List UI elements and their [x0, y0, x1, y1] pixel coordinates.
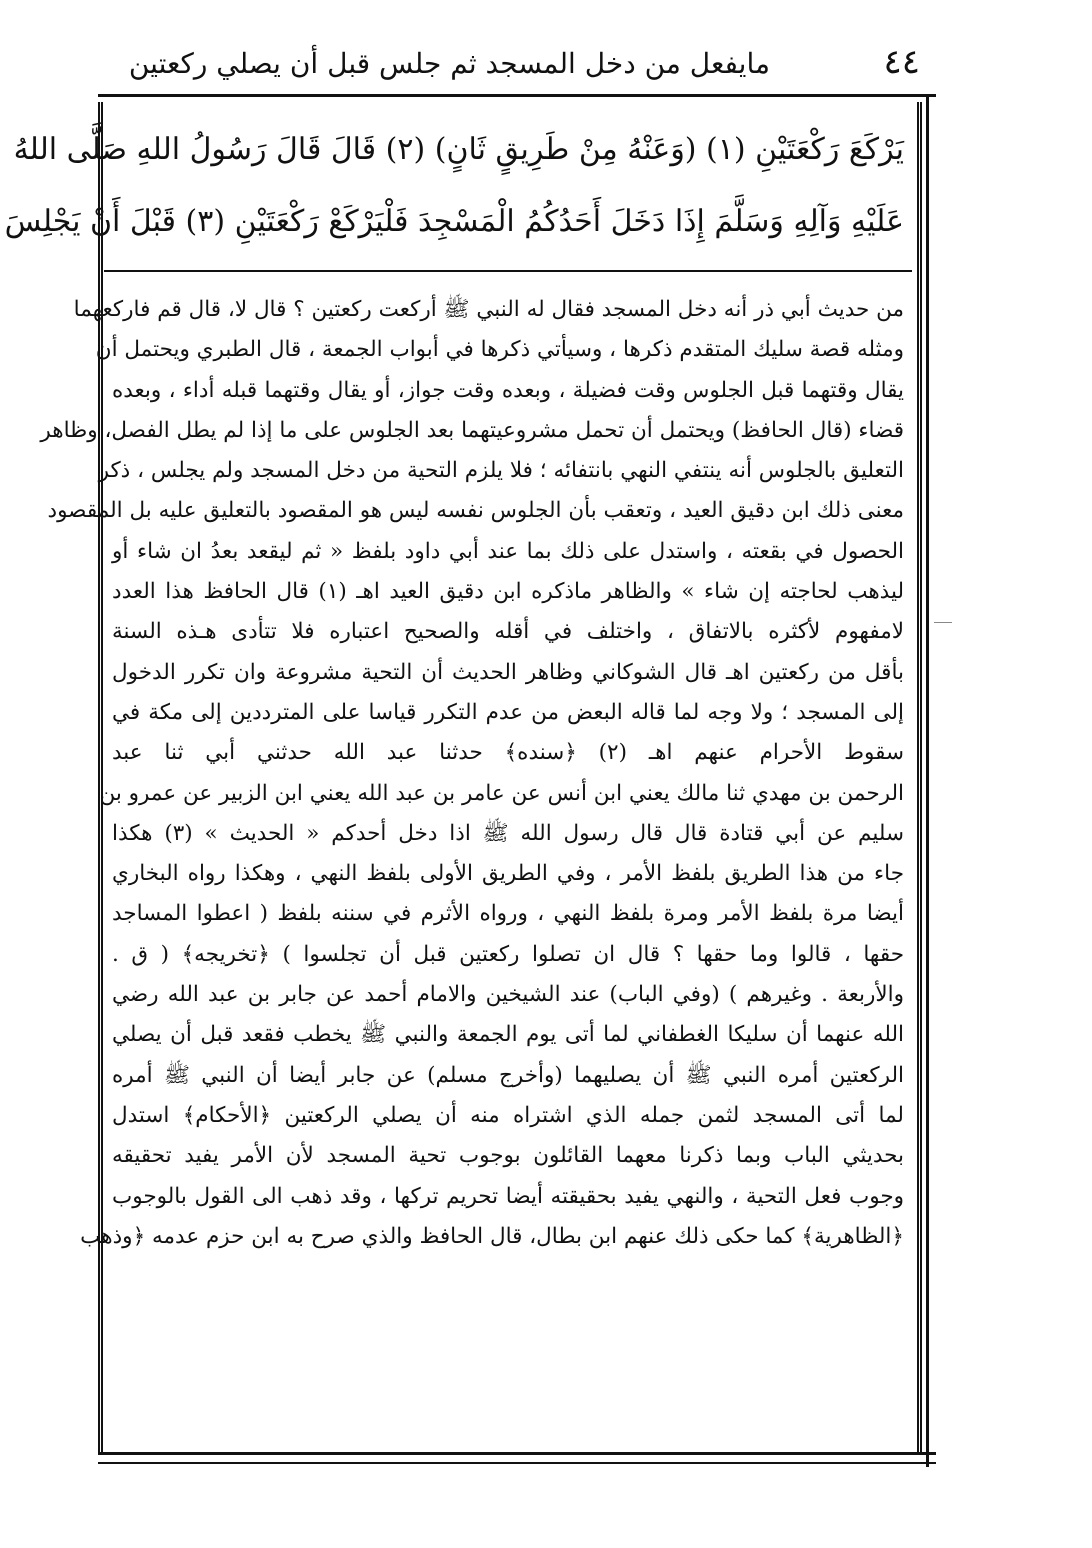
commentary-line: قضاء (قال الحافظ) ويحتمل أن تحمل مشروعيتهما بعد الجلوس على ما إذا لم يطل الفصل، وظاهر	[40, 417, 904, 443]
commentary-line: ومثله قصة سليك المتقدم ذكرها ، وسيأتي ذكرها في أبواب الجمعة ، قال الطبري ويحتمل أن	[95, 337, 904, 363]
commentary-line: التعليق بالجلوس أنه ينتفي النهي بانتفائه ؛ فلا يلزم التحية من دخل المسجد ولم يجلس ، ذكر	[98, 458, 904, 484]
bottom-rule	[98, 1452, 936, 1455]
commentary-line: سليم عن أبي قتادة قال قال رسول الله ﷺ اذا دخل أحدكم « الحديث » (٣) هكذا	[112, 820, 904, 846]
hadith-line: يَرْكَعَ رَكْعَتَيْنِ (١) (وَعَنْهُ مِنْ طَرِيقٍ ثَانٍ) (٢) قَالَ قَالَ رَسُولُ اللهِ صَلَّى اللهُ	[13, 132, 904, 167]
commentary-line: الحصول في بقعته ، واستدل على ذلك بما عند أبي داود بلفظ « ثم ليقعد بعدُ ان شاء أو	[112, 538, 904, 564]
commentary-line: أيضا مرة بلفظ الأمر ومرة بلفظ النهي ، ورواه الأثرم في سننه بلفظ ( اعطوا المساجد	[112, 901, 904, 927]
commentary-line: لامفهوم لأكثره بالاتفاق ، واختلف في أقله والصحيح اعتباره فلا تتأدى هـذه السنة	[112, 619, 904, 645]
commentary-line: معنى ذلك ابن دقيق العيد ، وتعقب بأن الجلوس نفسه ليس هو المقصود بالتعليق عليه بل المقصود	[47, 498, 904, 524]
commentary-line: إلى المسجد ؛ ولا وجه لما قاله البعض من عدم التكرر قياسا على المترددين إلى مكة في	[112, 699, 904, 725]
bottom-rule	[98, 1462, 936, 1464]
commentary-line: سقوط الأحرام عنهم اهـ (٢) ﴿سنده﴾ حدثنا عبد الله حدثني أبي ثنا عبد	[112, 740, 904, 766]
commentary-line: الله عنهما أن سليكا الغطفاني لما أتى يوم الجمعة والنبي ﷺ يخطب فقعد قبل أن يصلي	[112, 1022, 904, 1048]
section-divider	[104, 270, 912, 272]
commentary-line: ﴿الظاهرية﴾ كما حكى ذلك عنهم ابن بطال، قال الحافظ والذي صرح به ابن حزم عدمه ﴿وذهب	[80, 1223, 904, 1249]
commentary-line: يقال وقتهما قبل الجلوس وقت فضيلة ، وبعده وقت جواز، أو يقال وقتهما قبله أداء ، وبعده	[112, 377, 904, 403]
margin-mark	[934, 622, 952, 623]
frame-outer-rule	[926, 95, 929, 1467]
commentary-line: جاء من هذا الطريق بلفظ الأمر ، وفي الطريق الأولى بلفظ النهي ، وهكذا رواه البخاري	[112, 861, 904, 887]
hadith-text	[4, 114, 904, 264]
commentary-line: الرحمن بن مهدي ثنا مالك يعني ابن أنس عن عامر بن عبد الله يعني ابن الزبير عن عمرو بن	[99, 780, 904, 806]
commentary-line: الركعتين أمره النبي ﷺ أن يصليهما (وأخرج مسلم) عن جابر أيضا أن النبي ﷺ أمره	[112, 1062, 904, 1088]
commentary-line: حقها ، قالوا وما حقها ؟ قال ان تصلوا ركعتين قبل أن تجلسوا ) ﴿تخريجه﴾ ( ق .	[112, 941, 904, 967]
running-title: مايفعل من دخل المسجد ثم جلس قبل أن يصلي ركعتين	[128, 47, 770, 80]
commentary-line: بأقل من ركعتين اهـ قال الشوكاني وظاهر الحديث أن التحية مشروعة وان تكرر الدخول	[112, 659, 904, 685]
commentary-line: بحديثي الباب وبما ذكرنا معهما القائلون بوجوب تحية المسجد لأن الأمر يفيد تحقيقه	[112, 1143, 904, 1169]
page-number: ٤٤	[883, 42, 920, 82]
commentary-line: من حديث أبي ذر أنه دخل المسجد فقال له النبي ﷺ أركعت ركعتين ؟ قال لا، قال قم فاركعهما	[73, 297, 904, 322]
commentary-text	[40, 290, 905, 1440]
page-header	[120, 40, 920, 90]
top-rule	[98, 94, 936, 97]
commentary-line: ليذهب لحاجته إن شاء » والظاهر ماذكره ابن دقيق العيد اهـ (١) قال الحافظ هذا العدد	[112, 579, 905, 605]
commentary-line: وجوب فعل التحية ، والنهي يفيد بحقيقته أيضا تحريم تركها ، وقد ذهب الى القول بالوجوب	[112, 1183, 904, 1209]
commentary-line: لما أتى المسجد لثمن جمله الذي اشتراه منه أن يصلي الركعتين ﴿الأحكام﴾ استدل	[112, 1102, 904, 1128]
commentary-line: والأربعة . وغيرهم ) (وفي الباب) عند الشيخين والامام أحمد عن جابر بن عبد الله رضي	[112, 982, 904, 1008]
hadith-line: عَلَيْهِ وَآلِهِ وَسَلَّمَ إِذَا دَخَلَ أَحَدُكُمُ الْمَسْجِدَ فَلْيَرْكَعْ رَكْعَتَيْنِ (٣) قَبْلَ أَنْ يَجْلِسَ	[4, 204, 904, 239]
